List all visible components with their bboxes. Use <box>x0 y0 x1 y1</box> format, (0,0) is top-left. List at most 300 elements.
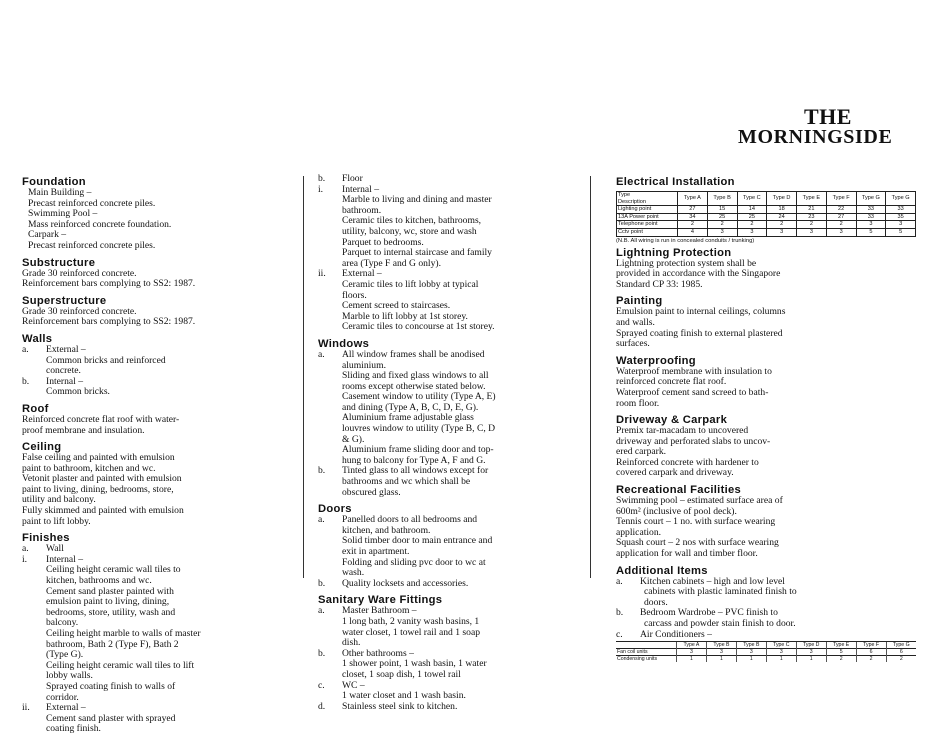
table-cell: 4 <box>678 228 708 236</box>
table-cell: 5 <box>886 228 916 236</box>
spec-line <box>318 456 576 467</box>
table-header-cell: Type C <box>737 192 767 206</box>
spec-text: lobby walls. <box>46 671 93 682</box>
spec-line <box>22 307 282 318</box>
spec-line <box>22 209 282 220</box>
spec-text: Fully skimmed and painted with emulsion <box>22 506 184 517</box>
spec-text: application for wall and timber floor. <box>616 549 758 560</box>
table-cell: 1 <box>796 656 826 663</box>
table-cell: 2 <box>826 656 856 663</box>
spec-text: hung to balcony for Type A, F and G. <box>342 455 486 466</box>
spec-line <box>616 437 916 448</box>
table-cell: 33 <box>856 213 886 221</box>
spec-text: cabinets with plastic laminated finish to <box>644 587 797 598</box>
spec-line <box>22 495 282 506</box>
spec-text: bedrooms, store, utility, wash and <box>46 607 176 618</box>
spec-line <box>318 269 576 280</box>
spec-text: kitchen, and bathroom. <box>342 525 431 536</box>
table-cell: 2 <box>826 221 856 229</box>
table-cell: 2 <box>886 656 916 663</box>
table-cell: 3 <box>826 228 856 236</box>
spec-text: Lightning protection system shall be <box>616 258 757 269</box>
spec-text: All window frames shall be anodised <box>342 349 485 360</box>
item-marker: b. <box>318 466 326 477</box>
spec-line <box>22 555 282 566</box>
item-marker: a. <box>616 576 623 587</box>
spec-text: Main Building – <box>28 188 92 198</box>
item-marker: b. <box>318 648 326 659</box>
spec-text: Waterproof cement sand screed to bath- <box>616 387 769 398</box>
section-heading: Roof <box>22 402 49 415</box>
table-cell: 2 <box>767 221 797 229</box>
spec-line <box>318 238 576 249</box>
table-header-cell: Type D <box>767 192 797 206</box>
table-cell: 21 <box>797 206 827 214</box>
spec-line <box>318 638 576 649</box>
spec-text: Emulsion paint to internal ceilings, columns <box>616 307 786 318</box>
spec-text: Internal – <box>46 554 84 565</box>
spec-line <box>318 361 576 372</box>
spec-line <box>22 517 282 528</box>
spec-line <box>318 670 576 681</box>
spec-text: Precast reinforced concrete piles. <box>28 198 156 209</box>
spec-line <box>616 447 916 458</box>
spec-line <box>318 617 576 628</box>
spec-text: obscured glass. <box>342 487 401 498</box>
table-row <box>617 213 916 221</box>
spec-line <box>22 544 282 555</box>
specs-sections <box>616 247 916 641</box>
table-cell: 3 <box>767 228 797 236</box>
table-cell: 33 <box>856 206 886 214</box>
spec-line <box>22 356 282 367</box>
spec-line <box>318 424 576 435</box>
section-heading: Ceiling <box>22 441 62 454</box>
column-divider <box>303 176 304 578</box>
spec-line <box>616 307 916 318</box>
section-heading: Walls <box>22 332 53 345</box>
specs-column-2 <box>318 174 576 712</box>
spec-line <box>318 185 576 196</box>
row-description: 13A Power point <box>617 213 678 221</box>
spec-line <box>22 188 282 199</box>
spec-text: Precast reinforced concrete piles. <box>28 240 156 251</box>
spec-line <box>616 528 916 539</box>
item-marker: a. <box>22 544 29 555</box>
section-heading: Sanitary Ware Fittings <box>318 594 443 607</box>
row-description: Lighting point <box>617 206 678 214</box>
section-heading: Additional Items <box>616 564 708 577</box>
spec-text: Internal – <box>46 376 84 387</box>
section-heading: Painting <box>616 295 663 308</box>
spec-text: Common bricks and reinforced <box>46 355 166 366</box>
row-description: Cctv point <box>617 228 678 236</box>
spec-line <box>616 329 916 340</box>
spec-line <box>616 619 916 630</box>
morningside-logo <box>738 104 914 150</box>
spec-text: Master Bathroom – <box>342 606 417 617</box>
spec-text: bathrooms and wc which shall be <box>342 477 471 488</box>
spec-text: Parquet to bedrooms. <box>342 237 424 248</box>
spec-text: Swimming pool – estimated surface area of <box>616 496 783 507</box>
spec-text: Tennis court – 1 no. with surface wearing <box>616 517 776 528</box>
table-cell: 1 <box>706 656 736 663</box>
spec-text: Waterproof membrane with insulation to <box>616 366 772 377</box>
corner-description-label: Description <box>618 198 646 205</box>
spec-line <box>22 629 282 640</box>
spec-line <box>318 312 576 323</box>
table-cell: 3 <box>856 221 886 229</box>
spec-text: Ceramic tiles to kitchen, bathrooms, <box>342 216 482 227</box>
table-cell: 6 <box>886 649 916 656</box>
spec-line <box>318 206 576 217</box>
item-marker: i. <box>318 184 324 195</box>
spec-line <box>616 587 916 598</box>
spec-line <box>22 693 282 704</box>
table-cell: 3 <box>707 228 737 236</box>
spec-text: Grade 30 reinforced concrete. <box>22 306 137 317</box>
spec-text: External – <box>342 269 382 280</box>
logo-line-1: THE <box>804 104 852 129</box>
table-cell: 2 <box>856 656 886 663</box>
table-cell: 1 <box>766 656 796 663</box>
spec-line <box>616 377 916 388</box>
spec-line <box>318 227 576 238</box>
spec-text: exit in apartment. <box>342 547 410 557</box>
table-cell: 2 <box>678 221 708 229</box>
spec-line <box>22 377 282 388</box>
spec-line <box>616 367 916 378</box>
spec-line <box>318 547 576 558</box>
spec-line <box>22 587 282 598</box>
logo-line-2: MORNINGSIDE <box>738 126 893 148</box>
spec-line <box>22 317 282 328</box>
spec-line <box>22 220 282 231</box>
section-heading: Driveway & Carpark <box>616 414 728 427</box>
spec-text: Reinforcement bars complying to SS2: 1987. <box>22 279 196 290</box>
table-cell: 34 <box>678 213 708 221</box>
spec-text: False ceiling and painted with emulsion <box>22 453 175 464</box>
spec-line <box>318 488 576 499</box>
aircon-table <box>616 641 916 662</box>
item-marker: ii. <box>22 703 30 714</box>
spec-text: WC – <box>342 680 365 691</box>
table-cell: 2 <box>797 221 827 229</box>
spec-line <box>318 536 576 547</box>
table-header-cell: Type B <box>706 642 736 649</box>
spec-text: Aluminium frame sliding door and top- <box>342 445 494 456</box>
spec-text: Other bathrooms – <box>342 648 414 659</box>
spec-text: Cement screed to staircases. <box>342 301 451 312</box>
spec-text: utility, balcony, wc, store and wash <box>342 226 477 237</box>
spec-text: Panelled doors to all bedrooms and <box>342 515 478 526</box>
spec-line <box>318 392 576 403</box>
table-header-cell: Type C <box>766 642 796 649</box>
spec-line <box>616 608 916 619</box>
spec-text: Grade 30 reinforced concrete. <box>22 268 137 279</box>
spec-line <box>616 318 916 329</box>
spec-line <box>22 241 282 252</box>
spec-text: floors. <box>342 290 367 301</box>
spec-text: Carpark – <box>28 230 67 241</box>
wiring-note: (N.B. All wiring is run in concealed conduits / trunking) <box>616 237 755 244</box>
spec-text: Wall <box>46 544 64 555</box>
spec-text: Common bricks. <box>46 387 110 398</box>
spec-line <box>318 579 576 590</box>
spec-line <box>616 538 916 549</box>
spec-text: room floor. <box>616 398 660 409</box>
spec-text: reinforced concrete flat roof. <box>616 377 727 388</box>
table-header-cell: Type G <box>856 192 886 206</box>
spec-line <box>22 597 282 608</box>
spec-line <box>318 606 576 617</box>
table-cell: 1 <box>736 656 766 663</box>
spec-line <box>22 474 282 485</box>
spec-text: Solid timber door to main entrance and <box>342 536 493 547</box>
spec-text: dish. <box>342 638 361 649</box>
section-heading: Superstructure <box>22 294 107 307</box>
spec-text: Ceiling height marble to walls of master <box>46 629 201 639</box>
spec-line <box>22 608 282 619</box>
table-header-cell: Type B <box>736 642 766 649</box>
spec-text: Internal – <box>342 184 380 195</box>
table-corner-cell <box>616 642 677 649</box>
table-cell: 3 <box>797 228 827 236</box>
spec-text: paint to bathroom, kitchen and wc. <box>22 463 156 474</box>
spec-text: Tinted glass to all windows except for <box>342 466 489 477</box>
table-cell: 3 <box>706 649 736 656</box>
table-cell: 27 <box>678 206 708 214</box>
spec-text: bathroom. <box>342 205 382 216</box>
spec-line <box>22 415 282 426</box>
spec-text: 1 water closet and 1 wash basin. <box>342 691 466 702</box>
spec-line <box>616 496 916 507</box>
spec-text: covered carpark and driveway. <box>616 468 734 479</box>
section-heading: Lightning Protection <box>616 246 732 259</box>
column-divider <box>590 176 591 578</box>
spec-text: Air Conditioners – <box>640 629 712 640</box>
spec-text: concrete. <box>46 366 81 377</box>
spec-line <box>318 371 576 382</box>
table-cell: 24 <box>767 213 797 221</box>
spec-text: Casement window to utility (Type A, E) <box>342 392 496 403</box>
spec-text: utility and balcony. <box>22 495 96 506</box>
table-cell: 3 <box>677 649 707 656</box>
spec-text: corridor. <box>46 692 79 703</box>
spec-text: Reinforced concrete with hardener to <box>616 457 759 468</box>
spec-text: aluminium. <box>342 360 386 371</box>
spec-line <box>22 485 282 496</box>
spec-line <box>318 691 576 702</box>
spec-line <box>22 464 282 475</box>
spec-line <box>616 280 916 291</box>
spec-text: External – <box>46 344 86 355</box>
table-header-cell: Type A <box>678 192 708 206</box>
table-row <box>617 228 916 236</box>
spec-line <box>22 671 282 682</box>
table-cell: 15 <box>707 206 737 214</box>
item-marker: ii. <box>318 269 326 280</box>
spec-text: and walls. <box>616 317 655 328</box>
item-marker: i. <box>22 554 28 565</box>
table-cell: 35 <box>886 213 916 221</box>
spec-text: Cement sand plaster painted with <box>46 586 174 597</box>
spec-line <box>616 269 916 280</box>
spec-line <box>22 650 282 661</box>
table-row <box>617 221 916 229</box>
spec-line <box>22 714 282 725</box>
spec-line <box>22 565 282 576</box>
spec-text: coating finish. <box>46 724 101 735</box>
spec-line <box>616 630 916 641</box>
table-cell: 6 <box>856 649 886 656</box>
spec-text: paint to living, dining, bedrooms, store, <box>22 484 174 495</box>
spec-text: 1 long bath, 2 vanity wash basins, 1 <box>342 616 480 627</box>
spec-text: Floor <box>342 174 363 184</box>
section-heading: Substructure <box>22 256 96 269</box>
section-heading: Recreational Facilities <box>616 484 742 497</box>
table-header-cell: Type E <box>797 192 827 206</box>
spec-line <box>318 413 576 424</box>
spec-line <box>22 199 282 210</box>
table-cell: 5 <box>826 649 856 656</box>
table-header-cell: Type B <box>707 192 737 206</box>
item-marker: d. <box>318 701 326 712</box>
spec-line <box>318 216 576 227</box>
spec-line <box>616 399 916 410</box>
table-cell: 5 <box>856 228 886 236</box>
spec-text: application. <box>616 527 662 538</box>
spec-line <box>318 291 576 302</box>
spec-text: Kitchen cabinets – high and low level <box>640 576 785 587</box>
spec-text: emulsion paint to living, dining, <box>46 597 170 608</box>
spec-line <box>318 280 576 291</box>
spec-line <box>22 661 282 672</box>
table-corner-cell <box>617 192 678 206</box>
spec-line <box>318 350 576 361</box>
spec-line <box>318 526 576 537</box>
spec-text: paint to lift lobby. <box>22 516 91 527</box>
spec-text: Sprayed coating finish to external plastered <box>616 328 783 339</box>
spec-text: & G). <box>342 434 365 445</box>
spec-line <box>318 628 576 639</box>
spec-text: 1 shower point, 1 wash basin, 1 water <box>342 659 487 670</box>
spec-text: Mass reinforced concrete foundation. <box>28 219 172 230</box>
electrical-table <box>616 191 916 237</box>
spec-text: Parquet to internal staircase and family <box>342 248 492 259</box>
spec-text: Stainless steel sink to kitchen. <box>342 701 458 712</box>
table-cell: 3 <box>737 228 767 236</box>
spec-text: Ceramic tiles to lift lobby at typical <box>342 279 479 290</box>
spec-line <box>22 279 282 290</box>
spec-line <box>22 345 282 356</box>
spec-line <box>616 458 916 469</box>
spec-text: provided in accordance with the Singapore <box>616 269 781 280</box>
table-row <box>616 656 916 663</box>
spec-text: Ceiling height ceramic wall tiles to <box>46 565 181 576</box>
specs-column-3 <box>616 174 916 662</box>
spec-text: proof membrane and insulation. <box>22 425 145 436</box>
table-header-cell: Type D <box>796 642 826 649</box>
item-marker: b. <box>318 174 326 184</box>
spec-line <box>318 515 576 526</box>
spec-line <box>318 681 576 692</box>
table-cell: 3 <box>796 649 826 656</box>
row-description: Fan coil units <box>616 649 677 656</box>
spec-text: Vetonit plaster and painted with emulsion <box>22 474 182 485</box>
item-marker: b. <box>318 578 326 589</box>
spec-text: Marble to living and dining and master <box>342 195 492 206</box>
table-cell: 2 <box>737 221 767 229</box>
table-cell: 14 <box>737 206 767 214</box>
table-row <box>617 206 916 214</box>
spec-line <box>22 506 282 517</box>
spec-line <box>22 269 282 280</box>
spec-line <box>22 387 282 398</box>
spec-text: Folding and sliding pvc door to wc at <box>342 557 486 568</box>
table-cell: 22 <box>826 206 856 214</box>
spec-text: Sprayed coating finish to walls of <box>46 681 176 692</box>
spec-text: closet, 1 soap dish, 1 towel rail <box>342 669 461 680</box>
spec-text: Ceramic tiles to concourse at 1st storey. <box>342 322 495 333</box>
spec-line <box>318 477 576 488</box>
item-marker: a. <box>318 515 325 526</box>
table-header-cell: Type F <box>856 642 886 649</box>
spec-line <box>22 682 282 693</box>
spec-line <box>318 174 576 185</box>
item-marker: a. <box>318 349 325 360</box>
spec-line <box>22 230 282 241</box>
table-row <box>616 649 916 656</box>
table-cell: 25 <box>707 213 737 221</box>
spec-text: rooms except otherwise stated below. <box>342 381 486 392</box>
table-header-cell: Type G <box>886 642 916 649</box>
section-heading: Doors <box>318 503 352 516</box>
table-cell: 23 <box>797 213 827 221</box>
table-cell: 27 <box>826 213 856 221</box>
table-header-cell: Type F <box>826 192 856 206</box>
spec-line <box>318 195 576 206</box>
spec-line <box>318 435 576 446</box>
table-cell: 3 <box>886 221 916 229</box>
spec-line <box>318 259 576 270</box>
spec-text: bathroom, Bath 2 (Type F), Bath 2 <box>46 639 179 650</box>
table-header-cell: Type A <box>677 642 707 649</box>
table-cell: 1 <box>677 656 707 663</box>
spec-line <box>22 426 282 437</box>
spec-line <box>616 259 916 270</box>
spec-text: driveway and perforated slabs to uncov- <box>616 436 771 447</box>
spec-text: balcony. <box>46 618 79 629</box>
section-heading: Windows <box>318 337 370 350</box>
section-heading: Finishes <box>22 532 70 545</box>
spec-line <box>22 453 282 464</box>
spec-text: Cement sand plaster with sprayed <box>46 713 176 724</box>
table-cell: 2 <box>707 221 737 229</box>
spec-text: Standard CP 33: 1985. <box>616 279 703 290</box>
section-heading: Waterproofing <box>616 354 696 367</box>
spec-text: area (Type F and G only). <box>342 258 441 269</box>
spec-line <box>22 640 282 651</box>
spec-text: Aluminium frame adjustable glass <box>342 413 474 424</box>
specs-column-1 <box>22 174 282 735</box>
spec-text: water closet, 1 towel rail and 1 soap <box>342 627 480 638</box>
spec-text: wash. <box>342 568 365 579</box>
spec-line <box>22 576 282 587</box>
table-cell: 25 <box>737 213 767 221</box>
spec-line <box>22 703 282 714</box>
spec-line <box>318 702 576 713</box>
